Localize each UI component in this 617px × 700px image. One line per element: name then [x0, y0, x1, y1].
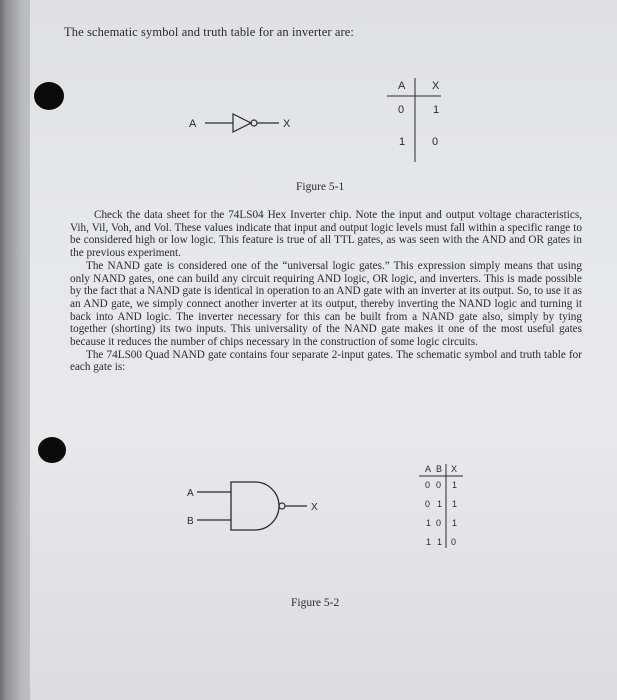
nand-symbol	[183, 478, 333, 538]
nand-input-b-label: B	[187, 516, 194, 527]
tt2-header-b: B	[436, 464, 443, 474]
binder-hole-bottom	[38, 437, 66, 463]
tt2-row2-b: 1	[437, 499, 443, 509]
figure-5-2-caption: Figure 5-2	[291, 597, 340, 609]
tt2-row4-a: 1	[426, 537, 432, 547]
tt2-header-x: X	[451, 464, 458, 474]
binder-hole-top	[34, 82, 64, 110]
tt2-row4-b: 1	[437, 537, 443, 547]
body-text	[70, 209, 582, 374]
inverter-symbol	[185, 108, 305, 138]
nand-input-a-label: A	[187, 488, 194, 499]
tt1-row2-x: 0	[432, 136, 439, 148]
tt2-row3-a: 1	[426, 518, 432, 528]
figure-5-1-caption: Figure 5-1	[296, 181, 345, 193]
inverter-output-label: X	[283, 118, 291, 130]
tt2-row1-b: 0	[436, 480, 442, 490]
tt1-header-a: A	[398, 80, 406, 92]
paragraph-data-sheet: Check the data sheet for the 74LS04 Hex Inverter chip. Note the input and output voltage characteristics, Vih, Vil, Voh, and Vol. These values indicate that input and output logic levels must fall within a specific range to be considered high or low logic. This feature is true of all TTL gates, as was seen with the AND and OR gates in the previous experiment.	[70, 209, 582, 260]
tt2-row2-a: 0	[425, 499, 431, 509]
tt1-header-x: X	[432, 80, 440, 92]
tt1-row1-x: 1	[433, 104, 440, 116]
tt2-row3-x: 1	[452, 518, 458, 528]
inverter-input-label: A	[189, 118, 197, 130]
tt2-row3-b: 0	[436, 518, 442, 528]
tt2-row1-a: 0	[425, 480, 431, 490]
tt2-row2-x: 1	[452, 499, 458, 509]
tt2-header-a: A	[425, 464, 432, 474]
tt2-row4-x: 0	[451, 537, 457, 547]
tt2-row1-x: 1	[452, 480, 458, 490]
tt1-row2-a: 1	[399, 136, 406, 148]
tt1-row1-a: 0	[398, 104, 405, 116]
paragraph-nand-universal: The NAND gate is considered one of the “universal logic gates.” This expression simply means that using only NAND gates, one can build any circuit requiring AND logic, OR logic, and inverters. This is made possible by the fact that a NAND gate is identical in operation to an AND gate with an inverter at its output. So, to use it as an AND gate, we simply connect another inverter at its output, thereby inverting the NAND logic and turning it back into AND logic. The inverter necessary for this can be built from a NAND gate also, simply by tying together (shorting) its two inputs. This universality of the NAND gate makes it one of the most useful gates because it reduces the number of chips necessary in the construction of some logic circuits.	[70, 259, 582, 349]
nand-output-label: X	[311, 502, 318, 513]
paragraph-74ls00: The 74LS00 Quad NAND gate contains four separate 2-input gates. The schematic symbol and truth table for each gate is:	[70, 348, 582, 374]
intro-text: The schematic symbol and truth table for an inverter are:	[64, 25, 354, 39]
